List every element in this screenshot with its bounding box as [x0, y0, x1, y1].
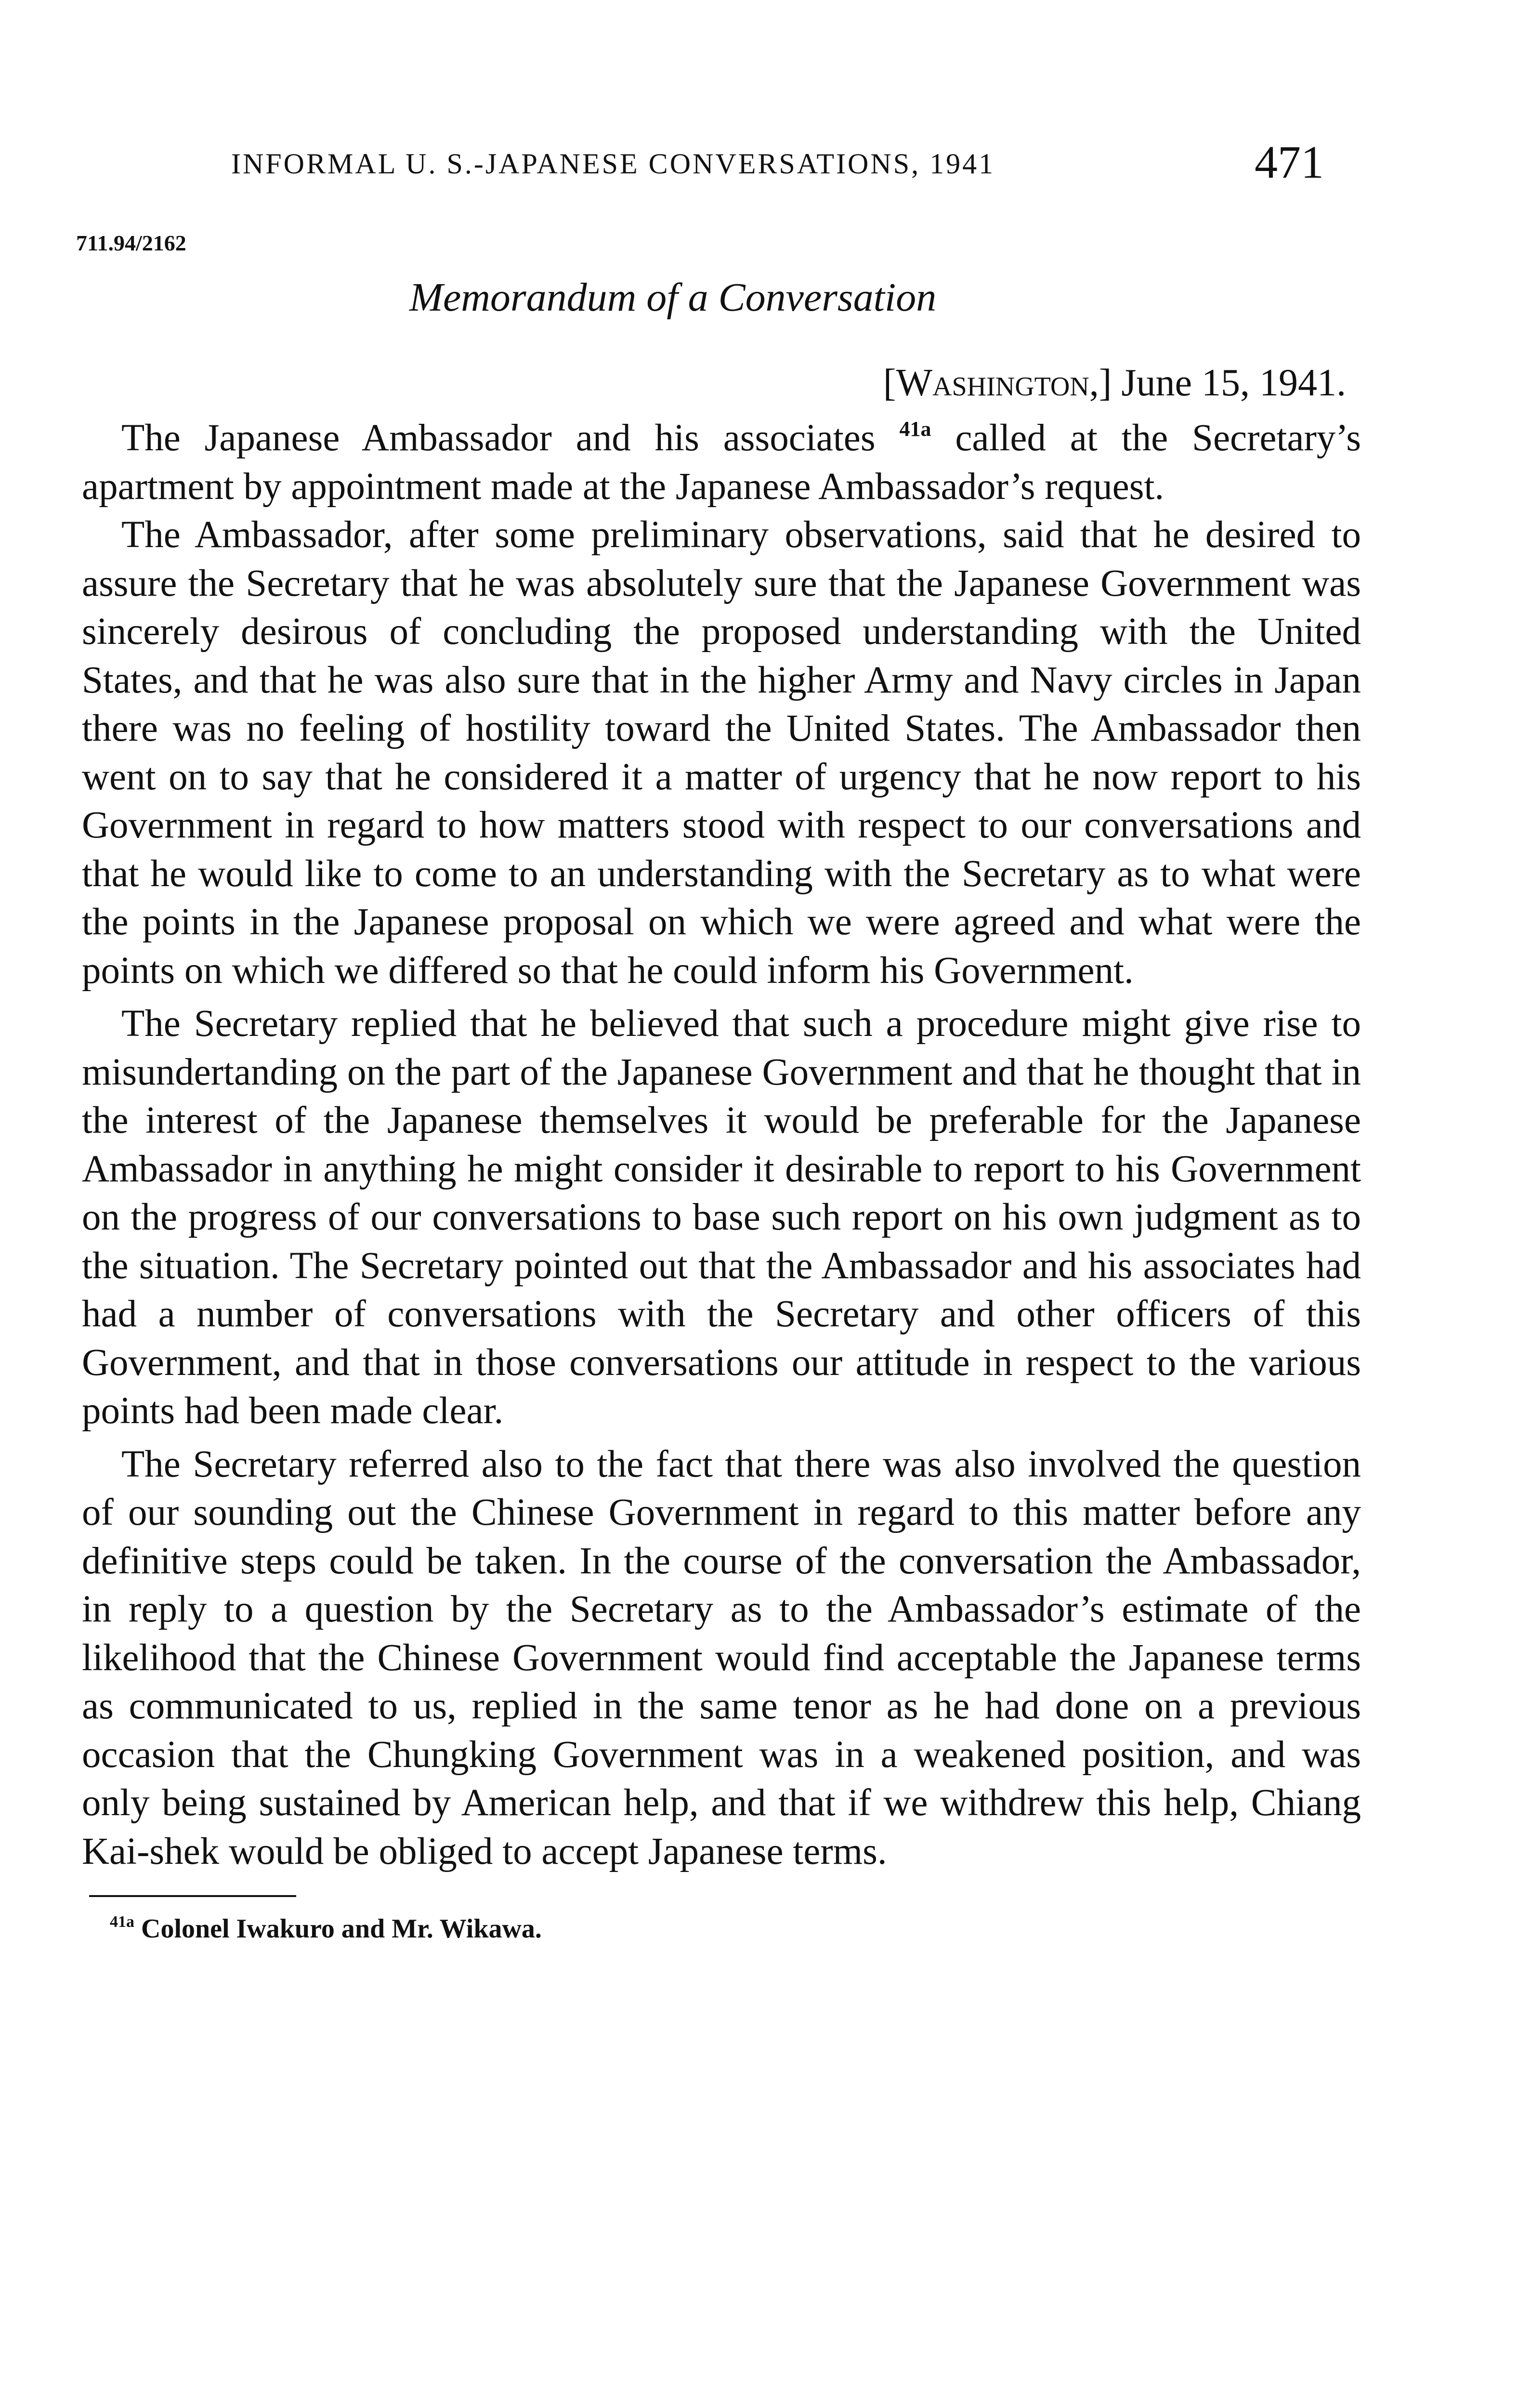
- page-number: 471: [1255, 136, 1324, 188]
- dateline-place: [Washington,]: [883, 362, 1112, 404]
- footnote-reference: 41a: [899, 417, 931, 441]
- running-head: INFORMAL U. S.-JAPANESE CONVERSATIONS, 1941: [231, 148, 995, 180]
- paragraph: The Ambassador, after some preliminary observations, said that he desired to assure the Secretary that he was absolutely sure that the Japanese Government was sincerely desirous of concluding the proposed understanding with the United States, and that he was also sure that in the higher Army and Navy circles in Japan there was no feeling of hostility toward the United States. The Ambassador then went on to say that he considered it a matter of urgency that he now report to his Government in regard to how matters stood with respect to our conversations and that he would like to come to an understanding with the Secretary as to what were the points in the Japanese proposal on which we were agreed and what were the points on which we differed so that he could inform his Government.: [82, 514, 1361, 992]
- paragraph-text: called at the Secretary’s apartment by appointment made at the Japanese Ambassador’s request.: [82, 417, 1361, 508]
- dateline: [883, 359, 1346, 407]
- footnote-text: Colonel Iwakuro and Mr. Wikawa.: [134, 1914, 542, 1944]
- memorandum-body: [82, 414, 1361, 1876]
- paragraph: The Secretary referred also to the fact that there was also involved the question of our sounding out the Chinese Government in regard to this matter before any definitive steps could be taken. In the course of the conversation the Ambassador, in reply to a question by the Secretary as to the Ambassador’s estimate of the likelihood that the Chinese Government would find acceptable the Japanese terms as communicated to us, replied in the same tenor as he had done on a previous occasion that the Chungking Government was in a weakened position, and was only being sustained by American help, and that if we withdrew this help, Chiang Kai-shek would be obliged to accept Japanese terms.: [82, 1443, 1361, 1872]
- footnote-mark: 41a: [110, 1913, 134, 1931]
- paragraph-text: The Japanese Ambassador and his associates: [121, 417, 876, 459]
- paragraph: [82, 414, 1361, 511]
- file-reference: 711.94/2162: [76, 231, 186, 255]
- footnote: [110, 1912, 542, 1946]
- document-title: Memorandum of a Conversation: [409, 275, 937, 320]
- paragraph: The Secretary replied that he believed that such a procedure might give rise to misundertanding on the part of the Japanese Government and that he thought that in the interest of the Japanese themselves it would be preferable for the Japanese Ambassador in anything he might consider it desirable to report to his Government on the progress of our conversations to base such report on his own judgment as to the situation. The Secretary pointed out that the Ambassador and his associates had had a number of conversations with the Secretary and other officers of this Government, and that in those conversations our attitude in respect to the various points had been made clear.: [82, 1003, 1361, 1432]
- dateline-date: June 15, 1941.: [1121, 362, 1346, 404]
- footnote-divider: [89, 1895, 296, 1897]
